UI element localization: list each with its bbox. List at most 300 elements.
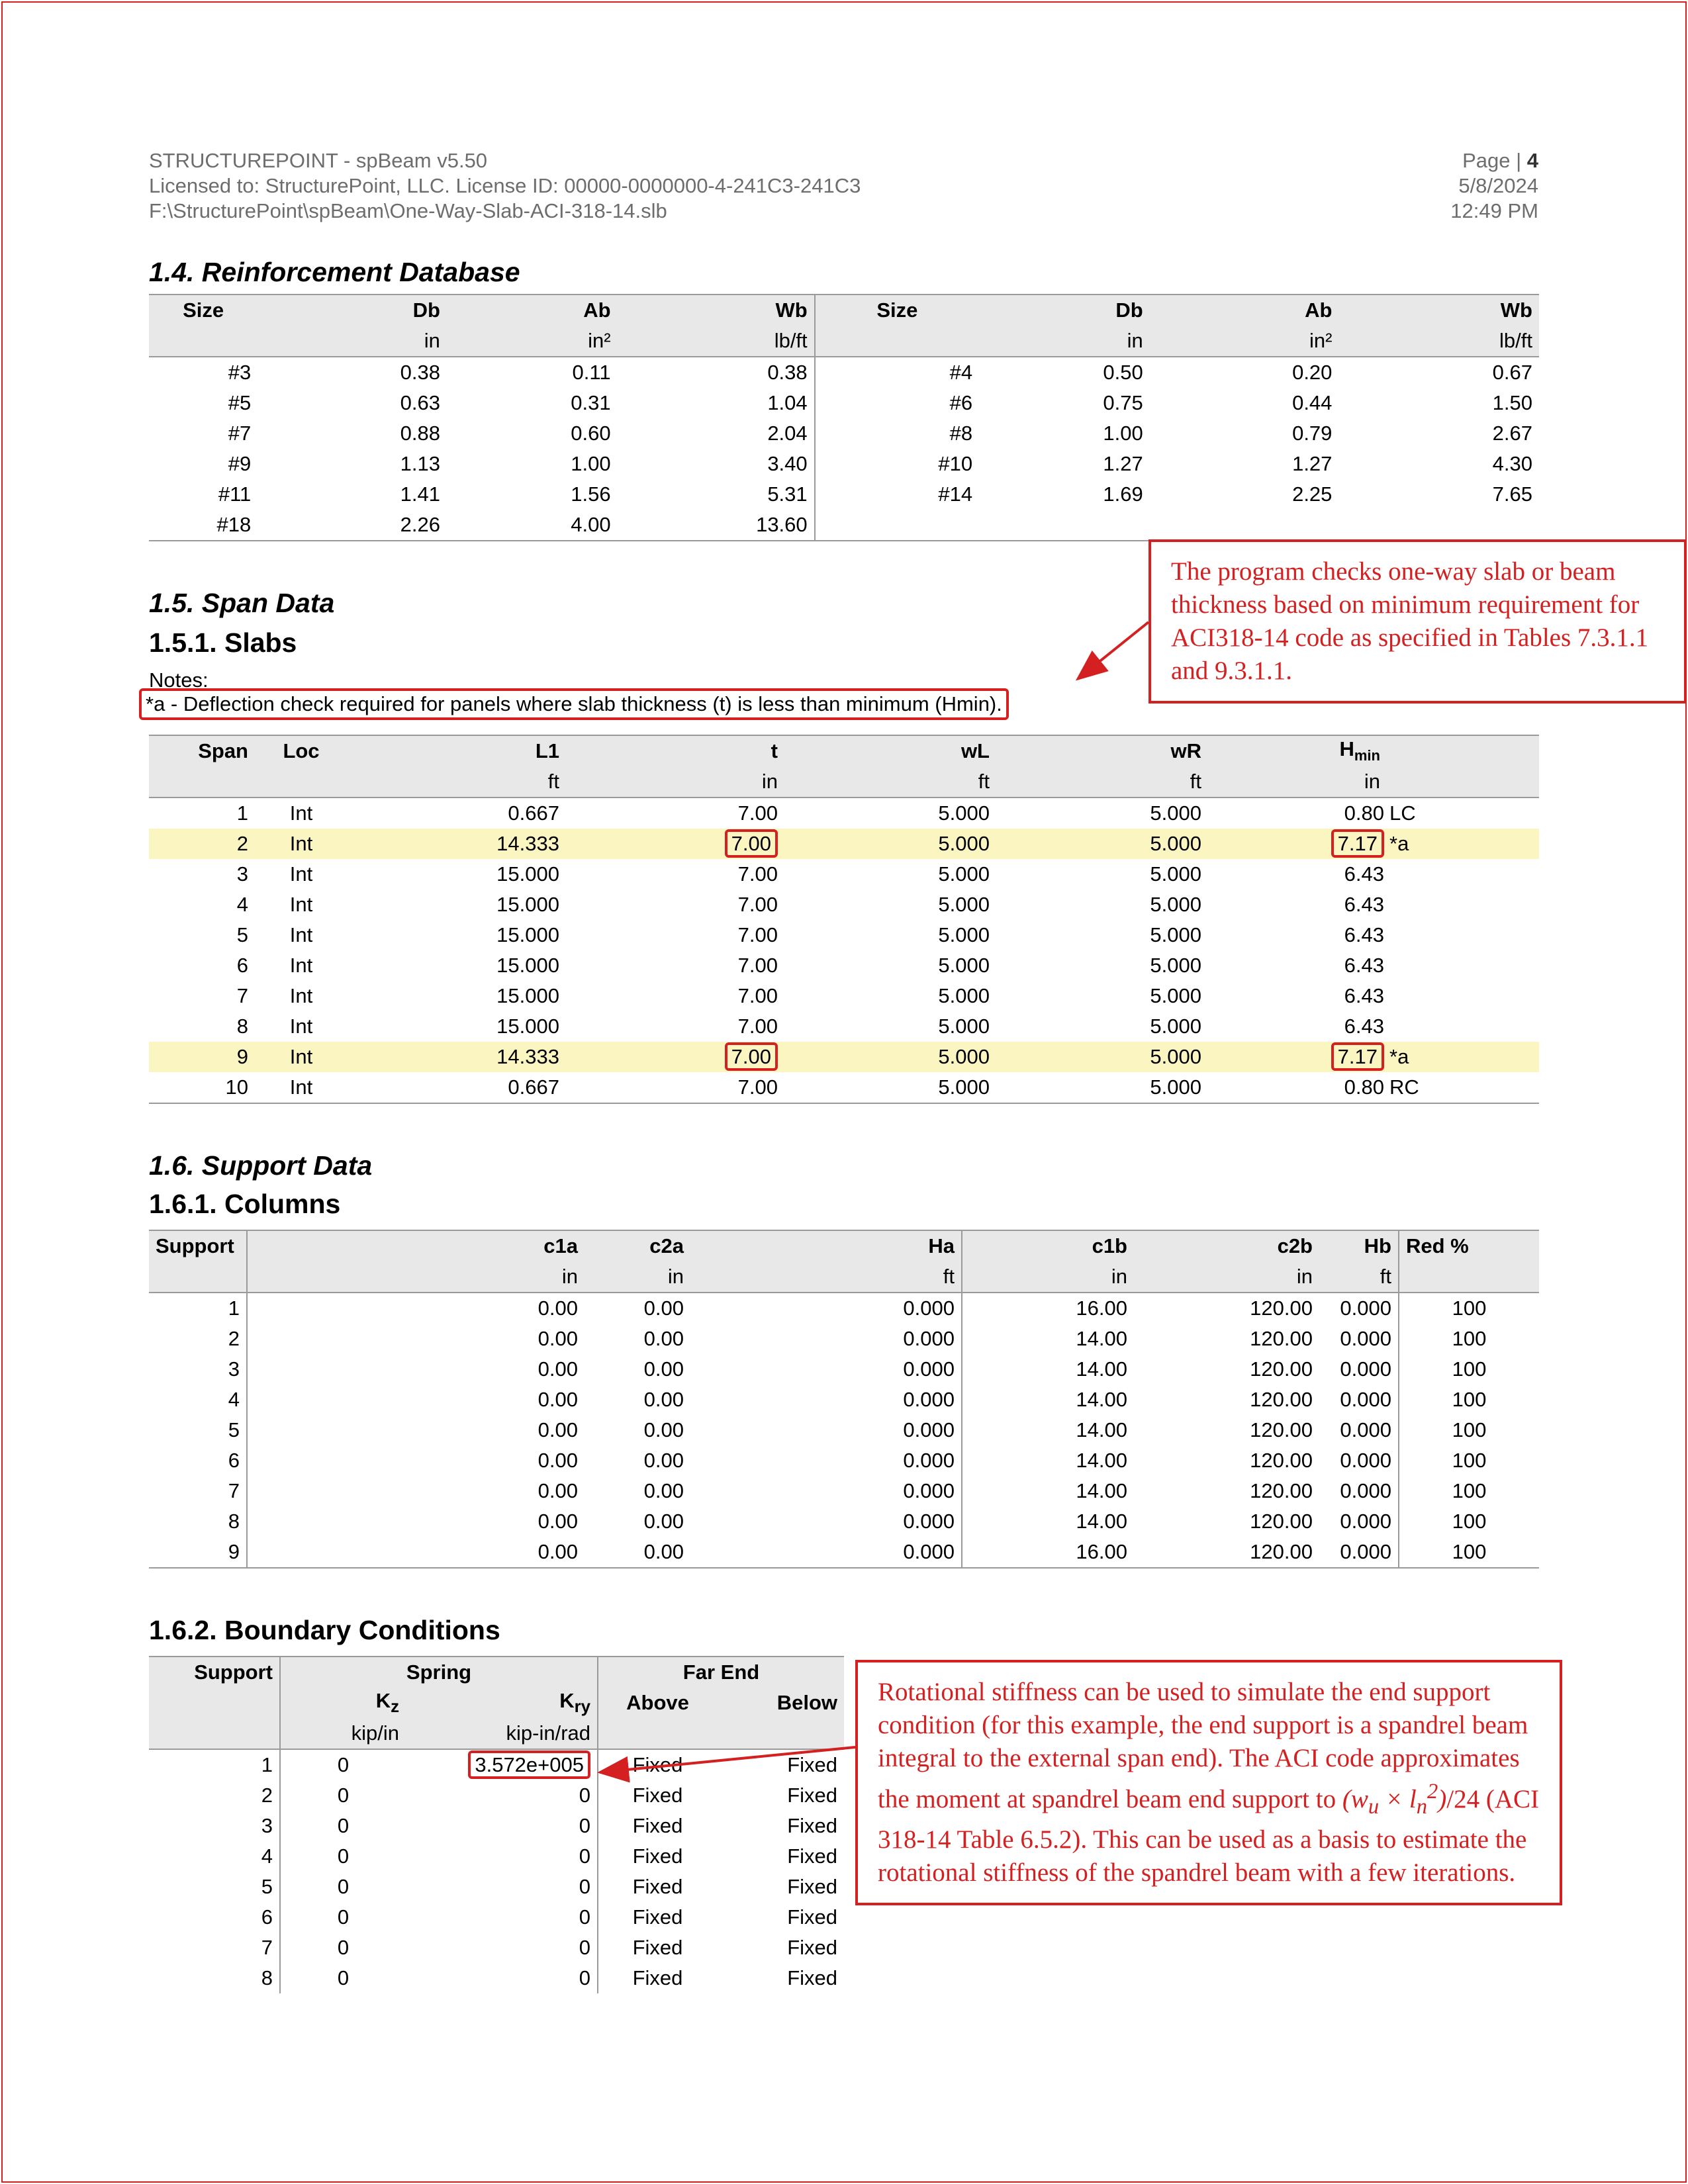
span-cell: 5.000 — [784, 829, 996, 859]
span-cell: 7.00 — [737, 984, 778, 1007]
col-cell: 0.00 — [643, 1418, 684, 1441]
bc-cell: Fixed — [598, 1902, 717, 1933]
bc-cell: Fixed — [787, 1905, 837, 1929]
span-cell: 15.000 — [496, 1015, 559, 1038]
rebar-cell: 0.60 — [571, 422, 611, 445]
bc-cell: Fixed — [598, 1963, 717, 1993]
bc-cell: Fixed — [598, 1811, 717, 1841]
rebar-cell: #8 — [815, 418, 979, 449]
span-cell: 6 — [236, 954, 248, 977]
rebar-cell: 0.20 — [1292, 361, 1333, 384]
bc-cell: 0 — [579, 1784, 590, 1807]
stiffness-highlight-box: 3.572e+005 — [468, 1751, 590, 1779]
rebar-unit-2: in² — [447, 326, 618, 357]
col-cell: 0.000 — [903, 1297, 955, 1320]
bc-cell: 0 — [579, 1875, 590, 1898]
bc-header-spring: Spring — [280, 1657, 598, 1688]
span-cell: 5.000 — [1150, 954, 1201, 977]
rebar-cell: #4 — [815, 357, 979, 388]
span-cell: 5.000 — [784, 1072, 996, 1103]
col-header-3: Ha — [690, 1230, 962, 1261]
col-cell: 0.00 — [247, 1476, 585, 1506]
rebar-cell: 0.88 — [400, 422, 440, 445]
col-cell: 0.00 — [247, 1506, 585, 1537]
col-cell: 14.00 — [962, 1354, 1134, 1385]
formula-sub-u: u — [1368, 1794, 1380, 1819]
span-cell: LC — [1389, 801, 1416, 825]
col-cell: 100 — [1399, 1506, 1539, 1537]
span-cell: 5.000 — [938, 954, 990, 977]
rebar-header-4: Size — [815, 295, 979, 326]
rebar-cell: 1.27 — [1103, 452, 1143, 475]
span-unit-4: ft — [784, 766, 996, 797]
span-cell: 5.000 — [1150, 984, 1201, 1007]
bc-cell: 0 — [280, 1963, 406, 1993]
notes-label: Notes: — [149, 668, 209, 692]
bc-cell: 3 — [261, 1814, 273, 1837]
rebar-cell: 1.04 — [767, 391, 808, 414]
callout-stiffness-text-a: Rotational stiffness can be used to simulate the end support condition (for this example, the end support is a spandrel beam integral to the external span end). The ACI code approximates the moment at spandrel beam end support to — [878, 1678, 1528, 1813]
col-cell: 0.000 — [1340, 1449, 1391, 1472]
col-unit-1: in — [247, 1261, 585, 1293]
rebar-cell: 2.25 — [1292, 482, 1333, 506]
bc-cell: 0 — [579, 1814, 590, 1837]
span-cell: 14.333 — [348, 1042, 566, 1072]
span-header-3: t — [566, 735, 784, 766]
rebar-cell: 0.44 — [1292, 391, 1333, 414]
col-header-5: c2b — [1134, 1230, 1319, 1261]
span-cell: 6.43 — [1344, 923, 1384, 946]
span-cell: 5.000 — [938, 923, 990, 946]
span-cell: 5.000 — [1150, 801, 1201, 825]
callout-thickness-text: The program checks one-way slab or beam thickness based on minimum requirement for ACI318-14 code as specified in Tables 7.3.1.1 and 9.3.1.1. — [1171, 557, 1649, 685]
bc-cell: Fixed — [787, 1814, 837, 1837]
rebar-header-0: Size — [149, 295, 258, 326]
kry-symbol: K — [559, 1688, 575, 1712]
col-cell: 0.000 — [1340, 1479, 1391, 1502]
col-cell: 120.00 — [1250, 1510, 1313, 1533]
span-cell: 6.43 — [1344, 954, 1384, 977]
span-cell: 0.80 — [1344, 801, 1384, 825]
col-unit-4: in — [962, 1261, 1134, 1293]
col-cell: 8 — [228, 1510, 240, 1533]
bc-cell: Fixed — [787, 1753, 837, 1776]
span-cell: Int — [255, 1072, 348, 1103]
span-cell: Int — [255, 829, 348, 859]
bc-cell: 0 — [579, 1905, 590, 1929]
col-cell: 14.00 — [962, 1385, 1134, 1415]
rebar-cell: 0.63 — [400, 391, 440, 414]
col-cell: 120.00 — [1250, 1418, 1313, 1441]
header-program: STRUCTUREPOINT - spBeam v5.50 — [149, 149, 488, 172]
rebar-cell: 1.56 — [571, 482, 611, 506]
span-cell: 7.00 — [737, 954, 778, 977]
col-cell: 120.00 — [1250, 1449, 1313, 1472]
rebar-cell: 1.69 — [1103, 482, 1143, 506]
bc-cell: 0 — [280, 1749, 406, 1780]
col-cell: 0.000 — [903, 1418, 955, 1441]
span-cell: 5.000 — [938, 862, 990, 886]
col-cell: 0.000 — [1340, 1297, 1391, 1320]
rebar-cell: 1.27 — [1292, 452, 1333, 475]
arrow-to-deflection-note — [1078, 622, 1149, 679]
rebar-header-1: Db — [258, 295, 447, 326]
bc-cell: Fixed — [598, 1841, 717, 1872]
col-cell: 100 — [1399, 1476, 1539, 1506]
col-cell: 0.00 — [585, 1537, 690, 1568]
span-cell: *a — [1387, 1042, 1539, 1072]
kz-symbol: K — [375, 1688, 391, 1712]
bc-cell: 2 — [261, 1784, 273, 1807]
col-cell: 0.00 — [643, 1297, 684, 1320]
col-cell: 0.00 — [643, 1510, 684, 1533]
bc-cell: 5 — [261, 1875, 273, 1898]
bc-cell: Fixed — [598, 1933, 717, 1963]
rebar-cell: 1.13 — [400, 452, 440, 475]
callout-stiffness-text-b: /24 (ACI 318-14 Table 6.5.2). This can be used as a basis to estimate the rotational stiffness of the spandrel beam with a few iterations. — [878, 1785, 1539, 1887]
bc-cell: 8 — [261, 1966, 273, 1989]
bc-cell: 0 — [280, 1780, 406, 1811]
rebar-cell: 0.11 — [572, 361, 611, 384]
span-cell: Int — [289, 801, 313, 825]
span-cell: *a — [1387, 829, 1539, 859]
rebar-cell: 0.67 — [1492, 361, 1532, 384]
bc-cell: 6 — [261, 1905, 273, 1929]
arrow-to-rotational-stiffness — [600, 1747, 855, 1772]
bc-cell: 0 — [280, 1841, 406, 1872]
span-header-0: Span — [149, 735, 255, 766]
bc-cell: Fixed — [598, 1749, 717, 1780]
span-unit-3: in — [566, 766, 784, 797]
span-header-2: L1 — [348, 735, 566, 766]
col-cell: 100 — [1399, 1324, 1539, 1354]
col-header-2: c2a — [585, 1230, 690, 1261]
rebar-cell: 5.31 — [767, 482, 808, 506]
span-cell: 15.000 — [496, 954, 559, 977]
col-cell: 120.00 — [1250, 1357, 1313, 1381]
span-cell: 15.000 — [496, 923, 559, 946]
span-cell: Int — [289, 984, 313, 1007]
highlight-box: 7.17 — [1331, 1042, 1384, 1071]
col-cell: 0.00 — [247, 1445, 585, 1476]
span-header-5: wR — [996, 735, 1208, 766]
rebar-cell: 3.40 — [767, 452, 808, 475]
bc-header-above: Above — [598, 1688, 717, 1718]
col-cell: 0.000 — [1340, 1418, 1391, 1441]
rebar-cell: 2.04 — [767, 422, 808, 445]
bc-unit-kry: kip-in/rad — [406, 1718, 598, 1749]
header-date: 5/8/2024 — [1458, 174, 1538, 197]
page-label: Page | — [1462, 149, 1527, 172]
col-cell: 4 — [228, 1388, 240, 1411]
col-cell: 0.000 — [690, 1537, 962, 1568]
rebar-unit-7: lb/ft — [1338, 326, 1539, 357]
span-cell: 7.00 — [737, 923, 778, 946]
rebar-cell: 2.26 — [258, 510, 447, 541]
rebar-cell: 4.30 — [1492, 452, 1532, 475]
col-cell: 0.000 — [1340, 1388, 1391, 1411]
span-cell: 5.000 — [1150, 1015, 1201, 1038]
bc-cell: 0 — [579, 1936, 590, 1959]
col-cell: 0.000 — [1340, 1510, 1391, 1533]
col-cell: 100 — [1399, 1445, 1539, 1476]
span-cell: 7.00 — [737, 1015, 778, 1038]
bc-cell: 0 — [579, 1844, 590, 1868]
span-cell: Int — [289, 862, 313, 886]
span-cell: 6.43 — [1344, 893, 1384, 916]
span-cell: Int — [255, 1042, 348, 1072]
bc-cell: 0 — [280, 1872, 406, 1902]
span-cell: 3 — [236, 862, 248, 886]
rebar-cell: 7.65 — [1492, 482, 1532, 506]
rebar-header-3: Wb — [618, 295, 815, 326]
bc-cell: Fixed — [787, 1784, 837, 1807]
rebar-cell: 0.75 — [1103, 391, 1143, 414]
col-header-7: Red % — [1399, 1230, 1539, 1261]
col-cell: 0.00 — [643, 1479, 684, 1502]
span-cell: 5.000 — [938, 984, 990, 1007]
span-cell: 5.000 — [938, 1015, 990, 1038]
header-license: Licensed to: StructurePoint, LLC. License ID: 00000-0000000-4-241C3-241C3 — [149, 174, 861, 197]
col-cell: 0.000 — [1319, 1537, 1399, 1568]
span-cell: 0.80 — [1208, 1072, 1387, 1103]
rebar-cell: #6 — [815, 388, 979, 418]
col-cell: 6 — [228, 1449, 240, 1472]
highlight-box: 7.00 — [725, 1042, 778, 1071]
col-unit-2: in — [585, 1261, 690, 1293]
col-cell: 9 — [149, 1537, 247, 1568]
subsection-title-columns: 1.6.1. Columns — [149, 1189, 341, 1219]
span-cell: 8 — [236, 1015, 248, 1038]
col-cell: 0.00 — [247, 1537, 585, 1568]
col-cell: 0.00 — [247, 1293, 585, 1324]
col-header-0: Support — [149, 1230, 247, 1261]
rebar-cell: #7 — [228, 422, 252, 445]
col-cell: 14.00 — [962, 1415, 1134, 1445]
col-cell: 14.00 — [962, 1476, 1134, 1506]
bc-cell: 0 — [579, 1966, 590, 1989]
col-cell: 100 — [1399, 1537, 1539, 1568]
span-cell: 5 — [236, 923, 248, 946]
col-cell: 0.000 — [903, 1388, 955, 1411]
formula-sup-2: 2 — [1427, 1780, 1438, 1803]
formula-part-2: × l — [1379, 1785, 1417, 1813]
rebar-cell: 0.38 — [400, 361, 440, 384]
span-cell: 6.43 — [1344, 984, 1384, 1007]
span-cell: 0.667 — [508, 801, 559, 825]
span-cell: RC — [1387, 1072, 1539, 1103]
rebar-cell: 0.31 — [571, 391, 611, 414]
rebar-header-7: Wb — [1338, 295, 1539, 326]
bc-cell: 7 — [261, 1936, 273, 1959]
bc-header-below: Below — [717, 1688, 844, 1718]
span-cell: 1 — [236, 801, 248, 825]
rebar-cell: 1.00 — [571, 452, 611, 475]
subsection-title-boundary: 1.6.2. Boundary Conditions — [149, 1615, 500, 1645]
rebar-cell: 0.50 — [1103, 361, 1143, 384]
col-cell: 14.00 — [962, 1324, 1134, 1354]
header-time: 12:49 PM — [1450, 199, 1538, 222]
col-cell: 14.00 — [962, 1445, 1134, 1476]
col-cell: 0.00 — [247, 1324, 585, 1354]
rebar-cell: #14 — [815, 479, 979, 510]
rebar-cell: #11 — [218, 482, 252, 506]
col-cell: 120.00 — [1250, 1388, 1313, 1411]
hmin-subscript: min — [1354, 747, 1380, 764]
bc-cell: 1 — [261, 1753, 273, 1776]
col-cell: 16.00 — [962, 1537, 1134, 1568]
col-cell: 100 — [1399, 1293, 1539, 1324]
span-cell: 7.00 — [566, 1072, 784, 1103]
rebar-cell: 1.50 — [1492, 391, 1532, 414]
col-cell: 0.00 — [643, 1388, 684, 1411]
col-cell: 1 — [228, 1297, 240, 1320]
span-cell: Int — [289, 923, 313, 946]
bc-cell: 4 — [261, 1844, 273, 1868]
col-header-4: c1b — [962, 1230, 1134, 1261]
col-cell: 0.00 — [643, 1327, 684, 1350]
rebar-unit-1: in — [258, 326, 447, 357]
span-cell: 5.000 — [996, 1042, 1208, 1072]
bc-unit-kz: kip/in — [280, 1718, 406, 1749]
col-cell: 5 — [228, 1418, 240, 1441]
span-cell: 5.000 — [784, 1042, 996, 1072]
span-cell: 6.43 — [1344, 1015, 1384, 1038]
col-cell: 0.00 — [247, 1354, 585, 1385]
span-cell: 5.000 — [1150, 923, 1201, 946]
rebar-cell: 2.67 — [1492, 422, 1532, 445]
highlight-box: 7.17 — [1331, 829, 1384, 858]
col-cell: 0.000 — [1340, 1327, 1391, 1350]
subsection-title-slabs: 1.5.1. Slabs — [149, 627, 297, 658]
deflection-note: *a - Deflection check required for panels where slab thickness (t) is less than minimum (Hmin). — [139, 688, 1009, 720]
col-cell: 0.000 — [903, 1327, 955, 1350]
rebar-cell: #18 — [149, 510, 258, 541]
col-cell: 2 — [228, 1327, 240, 1350]
col-cell: 0.000 — [1340, 1357, 1391, 1381]
kry-subscript: ry — [574, 1698, 590, 1717]
header-file-path: F:\StructurePoint\spBeam\One-Way-Slab-ACI-318-14.slb — [149, 199, 667, 222]
col-cell: 120.00 — [1134, 1537, 1319, 1568]
span-cell: 7.00 — [737, 893, 778, 916]
span-cell: 9 — [149, 1042, 255, 1072]
span-cell: Int — [289, 893, 313, 916]
col-cell: 0.000 — [903, 1510, 955, 1533]
bc-header-far-end: Far End — [598, 1657, 844, 1688]
rebar-header-6: Ab — [1150, 295, 1339, 326]
rebar-cell: 1.00 — [1103, 422, 1143, 445]
col-header-1: c1a — [247, 1230, 585, 1261]
span-cell: 5.000 — [938, 893, 990, 916]
span-cell: 5.000 — [996, 1072, 1208, 1103]
kz-subscript: z — [391, 1698, 399, 1717]
col-unit-6: ft — [1319, 1261, 1399, 1293]
col-cell: 0.00 — [247, 1415, 585, 1445]
section-title-reinforcement: 1.4. Reinforcement Database — [149, 257, 520, 287]
bc-cell: Fixed — [787, 1936, 837, 1959]
rebar-cell: 0.79 — [1292, 422, 1333, 445]
col-cell: 100 — [1399, 1354, 1539, 1385]
rebar-cell: #3 — [228, 361, 252, 384]
bc-cell: 0 — [280, 1902, 406, 1933]
bc-cell: Fixed — [787, 1844, 837, 1868]
span-cell: 5.000 — [938, 801, 990, 825]
highlight-box: 7.00 — [725, 829, 778, 858]
span-cell: 7.00 — [737, 862, 778, 886]
section-title-span-data: 1.5. Span Data — [149, 588, 335, 618]
col-cell: 0.00 — [643, 1449, 684, 1472]
bc-cell: 0 — [280, 1933, 406, 1963]
col-cell: 120.00 — [1250, 1297, 1313, 1320]
col-cell: 0.000 — [903, 1357, 955, 1381]
span-unit-6: in — [1208, 766, 1387, 797]
span-cell: 15.000 — [496, 893, 559, 916]
bc-header-support: Support — [149, 1657, 280, 1688]
formula-part-1: (w — [1342, 1785, 1368, 1813]
col-cell: 3 — [228, 1357, 240, 1381]
col-cell: 0.000 — [903, 1449, 955, 1472]
rebar-cell: #10 — [815, 449, 979, 479]
span-cell: 7 — [236, 984, 248, 1007]
section-title-support-data: 1.6. Support Data — [149, 1150, 373, 1181]
col-header-6: Hb — [1319, 1230, 1399, 1261]
span-cell: 7.00 — [737, 801, 778, 825]
bc-cell: Fixed — [787, 1875, 837, 1898]
bc-cell: Fixed — [787, 1966, 837, 1989]
rebar-cell: 1.41 — [400, 482, 440, 506]
col-cell: 16.00 — [962, 1293, 1134, 1324]
bc-cell: Fixed — [598, 1872, 717, 1902]
span-header-4: wL — [784, 735, 996, 766]
page-number: 4 — [1526, 149, 1538, 172]
col-cell: 7 — [228, 1479, 240, 1502]
bc-cell: Fixed — [598, 1780, 717, 1811]
span-cell: 5.000 — [1150, 893, 1201, 916]
col-cell: 14.00 — [962, 1506, 1134, 1537]
span-cell: 2 — [149, 829, 255, 859]
rebar-cell: #9 — [228, 452, 252, 475]
span-cell: 15.000 — [496, 862, 559, 886]
formula-sub-n: n — [1416, 1794, 1427, 1819]
span-cell: 15.000 — [496, 984, 559, 1007]
rebar-header-5: Db — [979, 295, 1150, 326]
span-cell: 0.667 — [348, 1072, 566, 1103]
rebar-unit-3: lb/ft — [618, 326, 815, 357]
span-header-1: Loc — [255, 735, 348, 766]
rebar-unit-5: in — [979, 326, 1150, 357]
span-cell: 6.43 — [1344, 862, 1384, 886]
bc-cell: 0 — [280, 1811, 406, 1841]
col-cell: 120.00 — [1250, 1479, 1313, 1502]
col-unit-5: in — [1134, 1261, 1319, 1293]
span-unit-2: ft — [348, 766, 566, 797]
rebar-header-2: Ab — [447, 295, 618, 326]
span-cell: 14.333 — [348, 829, 566, 859]
col-unit-3: ft — [690, 1261, 962, 1293]
col-cell: 100 — [1399, 1415, 1539, 1445]
span-cell: 5.000 — [996, 829, 1208, 859]
span-unit-5: ft — [996, 766, 1208, 797]
span-cell: Int — [289, 1015, 313, 1038]
rebar-cell: 13.60 — [618, 510, 815, 541]
col-cell: 0.00 — [643, 1357, 684, 1381]
col-cell: 120.00 — [1250, 1327, 1313, 1350]
col-cell: 0.000 — [903, 1479, 955, 1502]
rebar-cell: #5 — [228, 391, 252, 414]
rebar-cell: 4.00 — [447, 510, 618, 541]
rebar-unit-6: in² — [1150, 326, 1339, 357]
span-cell: Int — [289, 954, 313, 977]
